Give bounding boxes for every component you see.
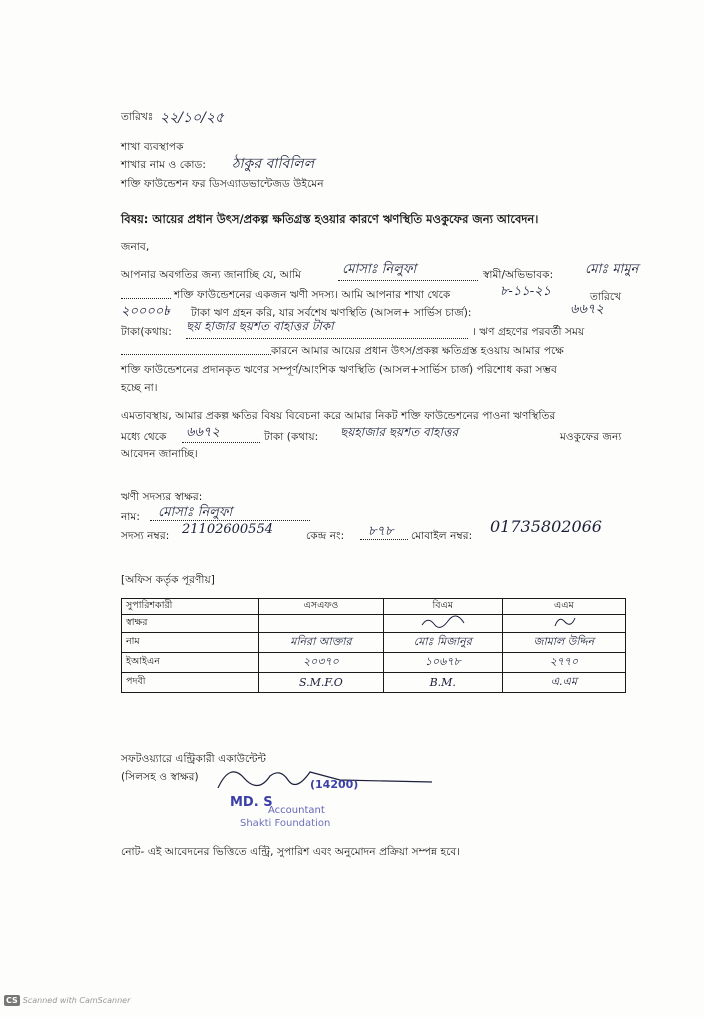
member-name-handwritten: মোসাঃ নিলুফা <box>158 505 233 520</box>
center-number-handwritten: ৮৭৮ <box>368 524 394 539</box>
para2-text-4: মওকুফের জন্য <box>560 431 622 443</box>
para2-text-5: আবেদন জানাচ্ছি। <box>121 448 198 460</box>
table-cell: জামাল উদ্দিন <box>502 633 625 653</box>
signature-scribble <box>418 615 468 629</box>
table-row <box>122 673 626 693</box>
applicant-name-handwritten: মোসাঃ নিলুফা <box>342 262 417 277</box>
loan-amount-handwritten: ২০০০০৳ <box>121 304 170 319</box>
member-signature-label: ঋণী সদস্যর স্বাক্ষর: <box>121 491 203 503</box>
para1-text-10: হচ্ছে না। <box>121 382 158 394</box>
para1-text-9: শক্তি ফাউন্ডেশনের প্রদানকৃত ঋণের সম্পূর্ণ/আংশিক ঋণস্থিতি (আসল+সার্ভিস চার্জ) পরিশোধ করা সম্ভব <box>121 364 557 376</box>
organization-name: শক্তি ফাউন্ডেশন ফর ডিসএ্যাডভান্টেজড উইমেন <box>121 178 324 190</box>
para2-text-3: টাকা (কথায়: <box>264 431 319 443</box>
balance-in-words-handwritten: ছয় হাজার ছয়শত বাহাত্তর টাকা <box>186 319 334 333</box>
table-cell: ২৭৭০ <box>502 653 625 673</box>
mobile-number-handwritten: 01735802066 <box>490 517 602 536</box>
para2-text-1: এমতাবস্থায়, আমার প্রকল্প ক্ষতির বিষয় বিবেচনা করে আমার নিকট শক্তি ফাউন্ডেশনের পাওনা ঋণস্থিতির <box>121 410 556 422</box>
signature-cell <box>259 615 384 633</box>
fill-line <box>121 354 271 355</box>
para1-text-8: কারনে আমার আয়ের প্রধান উৎস/প্রকল্প ক্ষতিগ্রস্ত হওয়ায় আমার পক্ষে <box>271 345 564 357</box>
header-bm: বিএম <box>383 599 502 615</box>
stamp-designation: Accountant <box>268 805 325 816</box>
office-heading: [অফিস কর্তৃক পূরণীয়] <box>121 574 215 586</box>
waiver-words-handwritten: ছয়হাজার ছয়শত বাহাত্তর <box>340 425 459 439</box>
table-row <box>122 615 626 633</box>
branch-label: শাখার নাম ও কোড: <box>121 159 206 171</box>
fill-line <box>150 520 310 521</box>
guardian-name-handwritten: মোঃ মামুন <box>585 262 639 277</box>
header-recommender: সুপারিশকারী <box>122 599 259 615</box>
header-am: এএম <box>502 599 625 615</box>
table-cell: S.M.F.O <box>259 673 384 693</box>
balance-handwritten: ৬৬৭২ <box>570 302 604 317</box>
accountant-label: সফটওয়্যারে এন্ট্রিকারী একাউন্টেন্ট <box>121 753 266 765</box>
table-cell: ১০৬৭৮ <box>383 653 502 673</box>
office-table <box>121 598 626 693</box>
para1-text-2: স্বামী/অভিভাবক: <box>483 269 554 281</box>
fill-line <box>186 338 468 339</box>
stamp-code: (14200) <box>310 778 359 791</box>
accountant-seal-label: (সিলসহ ও স্বাক্ষর) <box>121 771 199 783</box>
watermark-text: Scanned with CamScanner <box>22 996 131 1005</box>
date-label: তারিখঃ <box>121 111 154 123</box>
table-header-row <box>122 599 626 615</box>
member-number-label: সদস্য নম্বর: <box>121 530 170 542</box>
para1-text-5: টাকা ঋণ গ্রহন করি, যার সর্বশেষ ঋণস্থিতি (আসল+ সার্ভিস চার্জ): <box>191 307 472 319</box>
table-cell: মোঃ মিজানুর <box>383 633 502 653</box>
table-cell: B.M. <box>383 673 502 693</box>
table-cell: ২০৩৭০ <box>259 653 384 673</box>
footer-note: নোট- এই আবেদনের ভিত্তিতে এন্ট্রি, সুপারিশ এবং অনুমোদন প্রক্রিয়া সম্পন্ন হবে। <box>121 846 461 858</box>
member-number-handwritten: 21102600554 <box>182 522 273 537</box>
scanner-watermark <box>4 995 130 1006</box>
para1-text-4: তারিখে <box>590 291 622 303</box>
row-label-ein: ইআইএন <box>122 653 259 673</box>
row-label-designation: পদবী <box>122 673 259 693</box>
table-cell: মনিরা আক্তার <box>259 633 384 653</box>
branch-value: ঠাকুর বাবিলিল <box>232 156 315 172</box>
salutation: জনাব, <box>121 241 150 253</box>
stamp-name: MD. S <box>230 795 273 810</box>
fill-line <box>360 539 408 540</box>
camscanner-icon: CS <box>6 996 18 1005</box>
table-row <box>122 633 626 653</box>
fill-line <box>182 442 260 443</box>
table-row <box>122 653 626 673</box>
para2-text-2: মধ্যে থেকে <box>121 431 167 443</box>
header-sfo: এসএফও <box>259 599 384 615</box>
table-cell: এ.এম <box>502 673 625 693</box>
stamp-organization: Shakti Foundation <box>240 818 331 829</box>
para1-text-7: । ঋণ গ্রহণের পরবর্তী সময় <box>472 326 585 338</box>
para1-text-6: টাকা(কথায়: <box>121 326 172 338</box>
loan-date-handwritten: ৮-১১-২১ <box>500 284 551 299</box>
fill-line <box>121 298 171 299</box>
fill-line <box>338 280 478 281</box>
para1-text-3: শক্তি ফাউন্ডেশনের একজন ঋণী সদস্য। আমি আপনার শাখা থেকে <box>174 289 451 301</box>
signature-scribble <box>549 615 579 629</box>
date-value: ২২/১০/২৫ <box>160 110 225 126</box>
mobile-label: মোবাইল নম্বর: <box>411 530 473 542</box>
center-number-label: কেন্দ্র নং: <box>306 530 345 542</box>
signature-cell <box>502 615 625 633</box>
row-label-name: নাম <box>122 633 259 653</box>
para1-text-1: আপনার অবগতির জন্য জানাচ্ছি যে, আমি <box>121 269 302 281</box>
member-name-label: নাম: <box>121 511 140 523</box>
recipient-title: শাখা ব্যবস্থাপক <box>121 141 184 153</box>
signature-cell <box>383 615 502 633</box>
row-label-signature: স্বাক্ষর <box>122 615 259 633</box>
subject-line: বিষয়: আয়ের প্রধান উৎস/প্রকল্প ক্ষতিগ্রস্ত হওয়ার কারণে ঋণস্থিতি মওকুফের জন্য আবেদন। <box>121 212 539 226</box>
waiver-amount-handwritten: ৬৬৭২ <box>186 425 220 440</box>
